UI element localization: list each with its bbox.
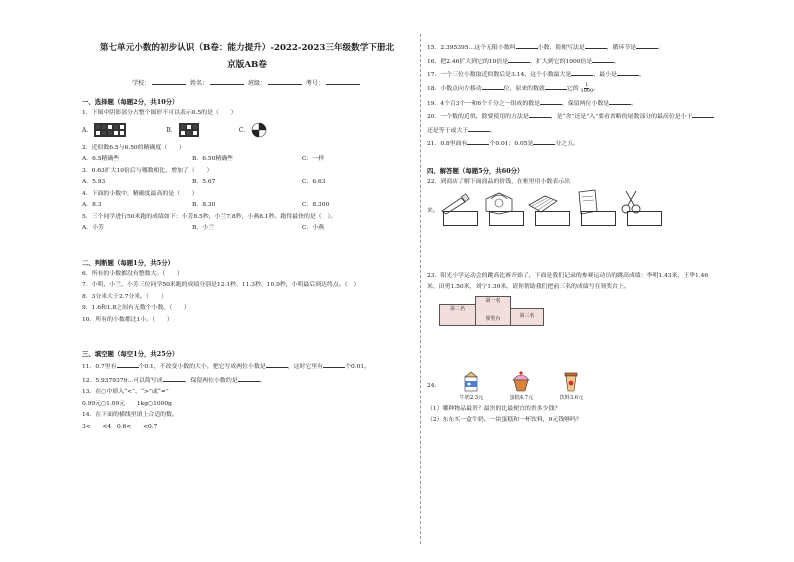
drink-cup-icon (561, 370, 581, 392)
section-2-title: 二、判断题（每题1分，共5分） (82, 258, 174, 267)
section-3-title: 三、填空题（每空1分，共25分） (82, 350, 179, 358)
q20-blank-3[interactable] (468, 125, 490, 132)
question-23-line-1: 23．阳光小学运动会的跳高比赛开始了，下面是我们记录的参赛运动员的跳高成绩：李明1.43米，王华1.46 (427, 272, 709, 279)
shop-items (446, 370, 596, 401)
question-5: 5．三个同学进行50米跑的成绩如下：小芳8.5秒，小兰7.8秒，小燕8.1秒。跑得最快的是（ ）。 (82, 213, 337, 220)
option-c-label: C． (238, 127, 250, 134)
question-16 (427, 56, 772, 67)
price-box-5[interactable] (627, 211, 662, 226)
q3-option-a[interactable]: A．5.93 (82, 179, 106, 185)
milk-price: 牛奶2.3元 (459, 394, 484, 401)
q20-text-b: ，是“舍”还是“入”要看省略的尾数部分的最高位是小于 (550, 114, 693, 120)
question-4: 4．下面的小数中，精确度最高的是（ ） (82, 190, 198, 197)
q2-option-c[interactable]: C．一样 (302, 156, 325, 162)
q12-blank-1[interactable] (163, 375, 185, 382)
q17-text-b: ，最小是 (593, 72, 617, 78)
q5-option-a[interactable]: A．小芳 (82, 225, 104, 231)
option-b-label: B． (166, 127, 177, 134)
q15-blank-2[interactable] (585, 42, 607, 49)
q15-text-d: 。 (658, 45, 665, 51)
q16-text-b: ，扩大到它的1000倍是 (530, 58, 593, 65)
student-info (82, 78, 412, 87)
q17-blank-2[interactable] (617, 69, 639, 76)
question-2-options (82, 155, 412, 164)
grid-b-figure (179, 123, 199, 137)
question-1-options (82, 122, 412, 138)
q11-blank-1[interactable] (117, 361, 139, 368)
q15-blank-1[interactable] (516, 42, 538, 49)
option-c[interactable] (239, 122, 268, 138)
question-6: 6．所有的小数都没有整数大。（ ） (82, 270, 183, 277)
price-answer-boxes (443, 211, 772, 226)
q16-text-c: 。 (614, 58, 621, 65)
q5-option-b[interactable]: B．小兰 (192, 225, 215, 231)
question-10: 10．所有的小数都比1小。（ ） (82, 316, 173, 323)
podium-third[interactable] (510, 308, 544, 326)
q12-text-a: 12．5.9379379…可以简写成 (82, 377, 163, 384)
q18-text-d: 。 (593, 85, 600, 92)
q15-blank-3[interactable] (636, 42, 658, 49)
question-13-line: 0.99元○1.09元 1kg○1000g (82, 400, 172, 407)
q21-text-c: 分之五。 (555, 141, 579, 147)
question-4-options (82, 201, 412, 210)
exam-no-label: 考号： (305, 80, 324, 87)
question-2: 2．近似数6.5与6.50的精确度（ ） (82, 144, 185, 151)
question-15 (427, 42, 772, 53)
podium-first-label: 第一名 (485, 297, 501, 304)
q18-blank-2[interactable] (545, 83, 567, 90)
q11-blank-3[interactable] (323, 361, 345, 368)
q17-blank-1[interactable] (571, 69, 593, 76)
question-5-options (82, 224, 412, 233)
column-divider (420, 34, 422, 544)
q20-blank-1[interactable] (529, 111, 551, 118)
school-label: 学校： (132, 80, 151, 87)
exam-title (82, 40, 412, 74)
question-24-part-1: （1）哪种物品最贵？最贵的比最便宜的贵多少钱？ (427, 405, 561, 412)
question-18 (427, 83, 772, 95)
question-20-cont (427, 125, 772, 136)
school-blank[interactable] (152, 78, 186, 85)
name-label: 姓名： (190, 80, 209, 87)
q11-blank-2[interactable] (266, 361, 288, 368)
q5-option-c[interactable]: C．小燕 (302, 225, 325, 231)
question-24: 24． (427, 383, 441, 389)
title-line-2: 京版AB卷 (227, 60, 267, 70)
shop-item-drink (546, 370, 596, 401)
q18-text-a: 18．小数点向左移动 (427, 85, 482, 92)
cake-price: 蛋糕4.7元 (509, 394, 534, 401)
q21-text-a: 21．0.8里面有 (427, 141, 468, 147)
milk-carton-icon (461, 370, 481, 392)
q16-text-a: 16．把2.46扩大到它的10倍是 (427, 58, 509, 65)
section-4-title: 四、解答题（每题5分，共60分） (427, 166, 524, 175)
q12-text-c: 。 (259, 377, 266, 384)
question-20 (427, 111, 772, 122)
q20-text-c: 还是等于或大于 (427, 127, 469, 134)
question-7: 7．小明、小兰、小芳三位同学50米跑的成绩分别是12.1秒、11.3秒、10.9秒，小明最后到达终点。（ ） (82, 282, 360, 288)
price-box-1[interactable] (443, 211, 478, 226)
q11-text-a: 11．0.7里有 (82, 364, 117, 370)
exam-no-blank[interactable] (326, 78, 360, 85)
price-box-3[interactable] (535, 211, 570, 226)
podium-third-label: 第三名 (519, 312, 535, 319)
class-blank[interactable] (268, 78, 302, 85)
shop-item-milk (446, 370, 496, 401)
q16-blank-2[interactable] (592, 56, 614, 63)
q2-option-b[interactable]: B．6.50精确些 (192, 156, 234, 162)
question-8: 8．3分米大于2.7分米。（ ） (82, 293, 167, 300)
question-24-part-2: （2）东东买一盒牛奶、一块蛋糕和一杯饮料，9元钱够吗？ (427, 417, 582, 423)
left-column (82, 40, 412, 434)
question-23-line-2: 米，田勇1.50米，刘宁1.39米。请你帮助我们把前三名的成绩写在领奖台上。 (427, 284, 630, 290)
q17-text-c: 。 (638, 72, 645, 78)
question-22-tail: 来。 (427, 208, 439, 214)
q21-blank-1[interactable] (467, 138, 489, 145)
q21-blank-2[interactable] (533, 138, 555, 145)
section-1-title: 一、选择题（每题2分，共10分） (82, 98, 179, 106)
podium-second-label: 第二名 (449, 305, 465, 312)
q17-text-a: 17．一个三位小数取近似数后是3.14，这个小数最大是 (427, 72, 572, 78)
q4-option-c[interactable]: C．8.300 (302, 202, 330, 208)
q11-text-d: 个0.01。 (345, 364, 370, 370)
option-b[interactable] (166, 123, 198, 137)
q15-text-a: 15．2.395395…这个无限小数叫 (427, 45, 516, 51)
question-11 (82, 361, 412, 372)
question-17 (427, 69, 772, 80)
question-21 (427, 138, 772, 149)
q3-option-c[interactable]: C．6.63 (302, 179, 326, 185)
shop-item-cake (496, 370, 546, 401)
q20-text-a: 20．一个数的近似，除要使用的方法是 (427, 114, 529, 120)
fraction-denominator: 1000 (580, 87, 594, 94)
q15-text-c: ，循环节是 (606, 45, 637, 51)
class-label: 班级： (247, 80, 266, 87)
question-14-line: 3< <4 0.6< <0.7 (82, 423, 158, 430)
q18-text-b: 位，原来的数就 (503, 85, 545, 92)
question-1: 1．下图中阴影部分占整个图形不可以表示0.5的是（ ） (82, 110, 237, 116)
circle-figure (251, 122, 267, 138)
name-blank[interactable] (210, 78, 244, 85)
question-19 (427, 98, 772, 109)
drink-price: 饮料3.6元 (559, 394, 584, 401)
question-3: 3．0.63扩大10倍后与哪数相比，增加了（ ） (82, 167, 213, 174)
q19-text-a: 19．4个百3个一和6个千分之一组成的数是 (427, 100, 540, 107)
question-12 (82, 375, 412, 386)
question-14: 14．在下面的横线里填上合适的数。 (82, 412, 178, 418)
q12-text-b: ，保留两位小数约是 (184, 377, 238, 384)
q21-text-b: 个0.01；0.05是 (489, 141, 534, 147)
q2-option-a[interactable]: A．6.5精确些 (82, 156, 120, 162)
q16-blank-1[interactable] (508, 56, 530, 63)
q20-blank-2[interactable] (692, 111, 714, 118)
podium-label: 领奖台 (485, 315, 501, 322)
fraction-one-thousandth (581, 83, 594, 94)
option-a-label: A． (82, 127, 93, 134)
q19-blank-1[interactable] (540, 98, 562, 105)
q12-blank-2[interactable] (238, 375, 260, 382)
question-22: 22．到商店了解下面商品的价钱，在框里用小数表示出 (427, 178, 570, 185)
option-a[interactable] (82, 123, 126, 137)
q19-text-c: 。 (631, 100, 638, 107)
title-line-1: 第七单元小数的初步认识（B卷：能力提升）-2022-2023三年级数学下册北 (99, 43, 395, 53)
grid-a-figure (94, 123, 126, 137)
cupcake-icon (510, 370, 532, 392)
question-3-options (82, 178, 412, 187)
right-column (427, 40, 772, 428)
fraction-numerator: 1 (585, 81, 589, 88)
q4-option-a[interactable]: A．8.3 (82, 202, 102, 208)
q18-text-c: 它的 (566, 85, 579, 92)
podium-second[interactable] (439, 304, 476, 326)
q11-text-c: ，这时它里有 (287, 364, 324, 370)
q3-option-b[interactable]: B．5.67 (192, 179, 216, 185)
q4-option-b[interactable]: B．8.30 (192, 202, 216, 208)
price-box-4[interactable] (581, 211, 616, 226)
q15-text-b: 小数，简便写法是 (537, 45, 585, 51)
q18-blank-1[interactable] (482, 83, 504, 90)
q20-text-d: 。 (490, 127, 497, 134)
question-13: 13．在○中填入“<”、“>”或“=” (82, 389, 169, 395)
q11-text-b: 个0.1，不改变小数的大小，把它写成两位小数是 (138, 364, 266, 370)
award-podium (435, 296, 550, 326)
q19-text-b: ，保留两位小数是 (562, 100, 610, 107)
price-box-2[interactable] (489, 211, 524, 226)
q19-blank-2[interactable] (609, 98, 631, 105)
question-9: 9．1.6和1.8之间有无数个小数。（ ） (82, 305, 190, 311)
